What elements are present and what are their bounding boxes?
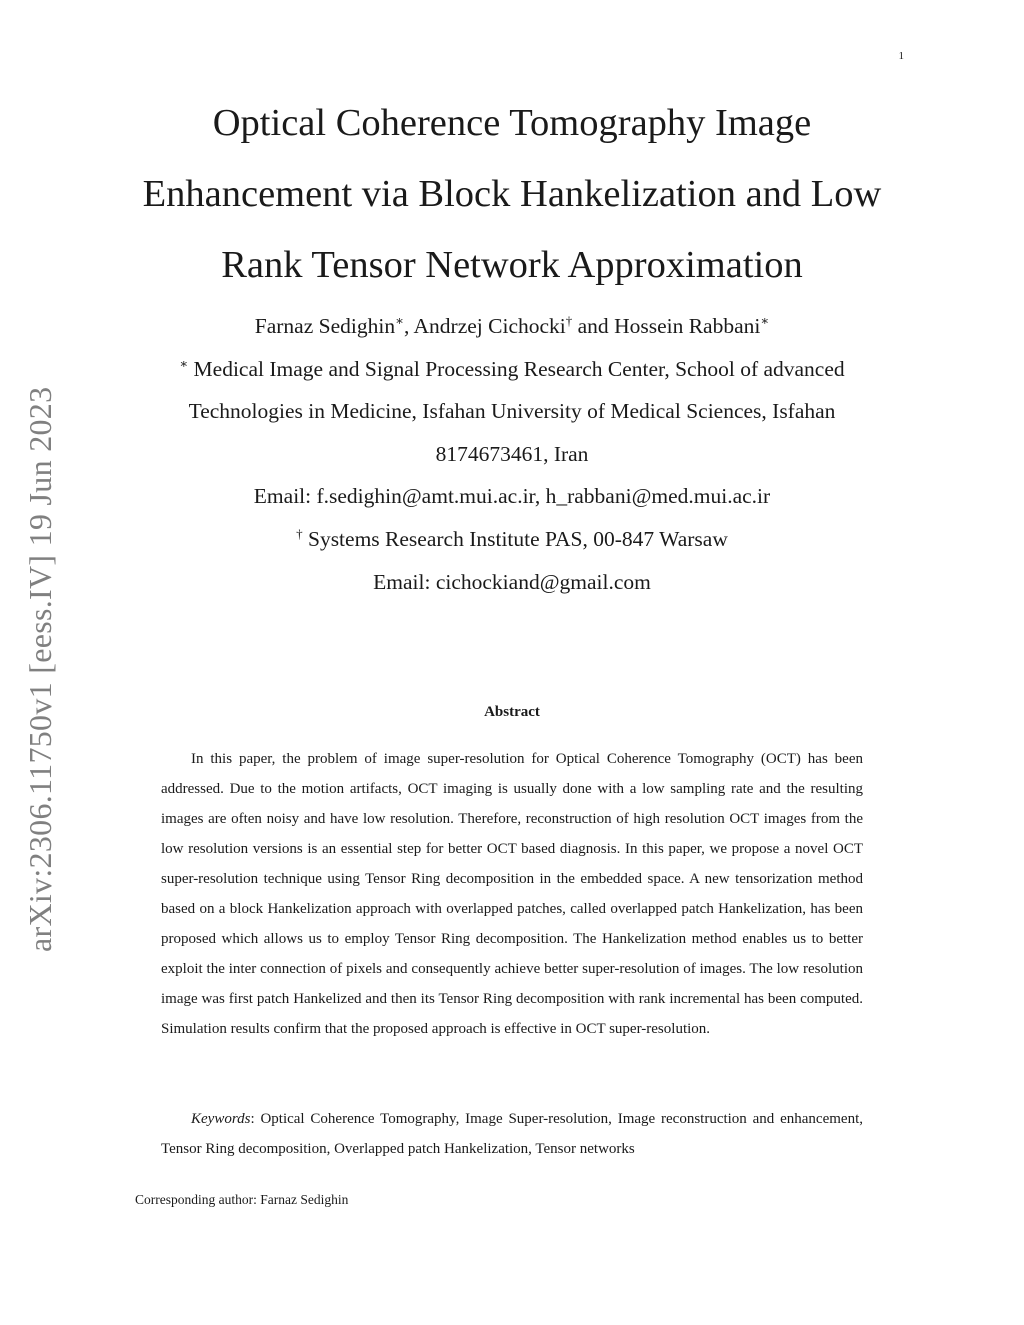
affiliation-1-line-1 (100, 355, 924, 383)
author-separator-1: , (403, 314, 414, 338)
title-line-1: Optical Coherence Tomography Image (212, 102, 812, 144)
paper-title (100, 88, 924, 301)
affiliation-1-mark: ∗ (179, 356, 189, 371)
affiliation-2-line-1-text: Systems Research Institute PAS, 00-847 Warsaw (302, 527, 728, 551)
page-number: 1 (898, 50, 904, 62)
title-line-2: Enhancement via Block Hankelization and Low (142, 173, 882, 215)
author-3-name: Hossein Rabbani (614, 314, 761, 338)
author-3-mark: ∗ (760, 313, 770, 328)
title-line-3: Rank Tensor Network Approximation (221, 244, 803, 286)
affiliation-1-line-1-text: Medical Image and Signal Processing Research Center, School of advanced (188, 357, 845, 381)
corresponding-author-footnote: Corresponding author: Farnaz Sedighin (135, 1192, 349, 1207)
author-1-name: Farnaz Sedighin (254, 314, 396, 338)
affiliation-1-email: Email: f.sedighin@amt.mui.ac.ir, h_rabbani@med.mui.ac.ir (253, 484, 771, 508)
keywords-text: : Optical Coherence Tomography, Image Super-resolution, Image reconstruction and enhancement, Tensor Ring decomposition, Overlapped patch Hankelization, Tensor networks (161, 1111, 863, 1157)
affiliation-2-line-1 (100, 525, 924, 553)
affiliation-1-line-3: 8174673461, Iran (435, 442, 589, 466)
keywords-label: Keywords (191, 1111, 251, 1127)
author-1-mark: ∗ (395, 313, 404, 328)
abstract-heading: Abstract (484, 704, 540, 720)
abstract-body: In this paper, the problem of image super-resolution for Optical Coherence Tomography (OCT) has been addressed. Due to the motion artifacts, OCT imaging is usually done with a low sampling rate and the resulting images are often noisy and have low resolution. Therefore, reconstruction of high resolution OCT images from the low resolution versions is an essential step for better OCT based diagnosis. In this paper, we propose a novel OCT super-resolution technique using Tensor Ring decomposition in the embedded space. A new tensorization method based on a block Hankelization approach with overlapped patches, called overlapped patch Hankelization, has been proposed which allows us to employ Tensor Ring decomposition. The Hankelization method enables us to better exploit the inter connection of pixels and consequently achieve better super-resolution of images. The low resolution image was first patch Hankelized and then its Tensor Ring decomposition with rank incremental has been computed. Simulation results confirm that the proposed approach is effective in OCT super-resolution. (161, 751, 863, 1037)
affiliation-1-line-2: Technologies in Medicine, Isfahan University of Medical Sciences, Isfahan (188, 399, 836, 423)
arxiv-identifier-stamp: arXiv:2306.11750v1 [eess.IV] 19 Jun 2023 (22, 386, 58, 952)
author-2-name: Andrzej Cichocki (413, 314, 566, 338)
author-2-mark: † (565, 313, 573, 328)
affiliation-2-email: Email: cichockiand@gmail.com (373, 570, 651, 594)
author-separator-2: and (572, 314, 615, 338)
keywords-paragraph (161, 1104, 863, 1164)
affiliation-2-mark: † (296, 526, 303, 541)
author-list (100, 312, 924, 340)
